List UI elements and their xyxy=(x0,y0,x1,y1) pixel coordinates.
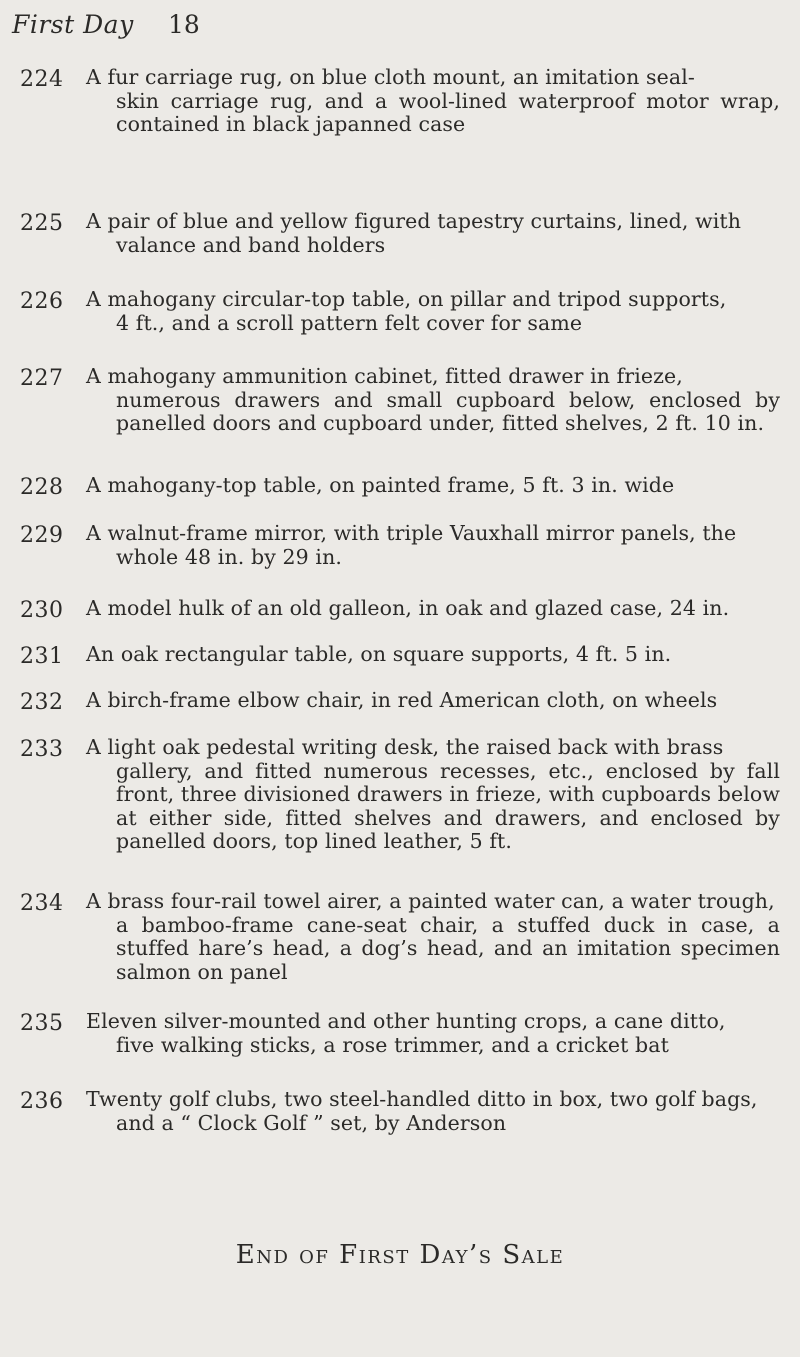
lot-description-first-line: Eleven silver-mounted and other hunting crops, a cane ditto, xyxy=(86,1009,726,1033)
lot-description-first-line: Twenty golf clubs, two steel-handled ditto in box, two golf bags, xyxy=(86,1087,758,1111)
lot-description xyxy=(86,210,780,257)
lot-description-continuation: numerous drawers and small cupboard below, enclosed by panelled doors and cupboard under, fitted shelves, 2 ft. 10 in. xyxy=(116,387,780,435)
lot-number: 225 xyxy=(20,211,64,236)
lot-description xyxy=(86,689,780,713)
lot-description-first-line: A pair of blue and yellow figured tapestry curtains, lined, with xyxy=(86,209,742,233)
lot-description-continuation: and a “ Clock Golf ” set, by Anderson xyxy=(116,1110,507,1135)
lot-description xyxy=(86,1010,780,1057)
lot-number: 226 xyxy=(20,289,64,314)
lot-description-continuation: valance and band holders xyxy=(116,232,386,257)
lot-description-first-line: A mahogany ammunition cabinet, fitted drawer in frieze, xyxy=(86,364,683,388)
lot-description xyxy=(86,288,780,335)
lot-description-continuation: whole 48 in. by 29 in. xyxy=(116,544,342,569)
lot-description-first-line: An oak rectangular table, on square supports, 4 ft. 5 in. xyxy=(86,642,672,666)
lot-number: 231 xyxy=(20,644,64,669)
lot-description-first-line: A walnut-frame mirror, with triple Vauxhall mirror panels, the xyxy=(86,521,737,545)
running-head xyxy=(12,10,772,40)
lot-description-continuation: gallery, and fitted numerous recesses, etc., enclosed by fall front, three divisioned drawers in frieze, with cupboards below at either side, fitted shelves and drawers, and enclosed by panelled doors, top lined leather, 5 ft. xyxy=(116,758,780,853)
lot-number: 224 xyxy=(20,67,64,92)
lot-number: 234 xyxy=(20,891,64,916)
lot-description xyxy=(86,522,780,569)
lot-number: 230 xyxy=(20,598,64,623)
lot-description-continuation: 4 ft., and a scroll pattern felt cover for same xyxy=(116,310,583,335)
lot-description xyxy=(86,736,780,854)
lot-number: 227 xyxy=(20,366,64,391)
lot-description-first-line: A fur carriage rug, on blue cloth mount, an imitation seal- xyxy=(86,65,695,89)
page-number: 18 xyxy=(168,10,200,39)
lot-description-first-line: A light oak pedestal writing desk, the raised back with brass xyxy=(86,735,724,759)
lot-description xyxy=(86,890,780,984)
lot-description xyxy=(86,1088,780,1135)
lot-description-first-line: A brass four-rail towel airer, a painted water can, a water trough, xyxy=(86,889,775,913)
lot-description xyxy=(86,474,780,498)
lot-description-first-line: A model hulk of an old galleon, in oak and glazed case, 24 in. xyxy=(86,596,730,620)
lot-number: 235 xyxy=(20,1011,64,1036)
lot-description-first-line: A mahogany-top table, on painted frame, 5 ft. 3 in. wide xyxy=(86,473,675,497)
end-of-sale-note: End of First Day’s Sale xyxy=(235,1240,565,1270)
lot-description xyxy=(86,643,780,667)
lot-description xyxy=(86,365,780,436)
lot-description-continuation: skin carriage rug, and a wool-lined waterproof motor wrap, contained in black japanned case xyxy=(116,88,780,136)
section-title: First Day xyxy=(12,10,134,39)
lot-number: 232 xyxy=(20,690,64,715)
lot-number: 229 xyxy=(20,523,64,548)
lot-description-continuation: a bamboo-frame cane-seat chair, a stuffed duck in case, a stuffed hare’s head, a dog’s head, and an imitation specimen salmon on panel xyxy=(116,912,780,984)
lot-description xyxy=(86,66,780,137)
lot-description-first-line: A birch-frame elbow chair, in red American cloth, on wheels xyxy=(86,688,718,712)
lot-description-continuation: five walking sticks, a rose trimmer, and a cricket bat xyxy=(116,1032,669,1057)
lot-description-first-line: A mahogany circular-top table, on pillar and tripod supports, xyxy=(86,287,727,311)
lot-number: 236 xyxy=(20,1089,64,1114)
lot-description xyxy=(86,597,780,621)
lot-number: 228 xyxy=(20,475,64,500)
lot-number: 233 xyxy=(20,737,64,762)
